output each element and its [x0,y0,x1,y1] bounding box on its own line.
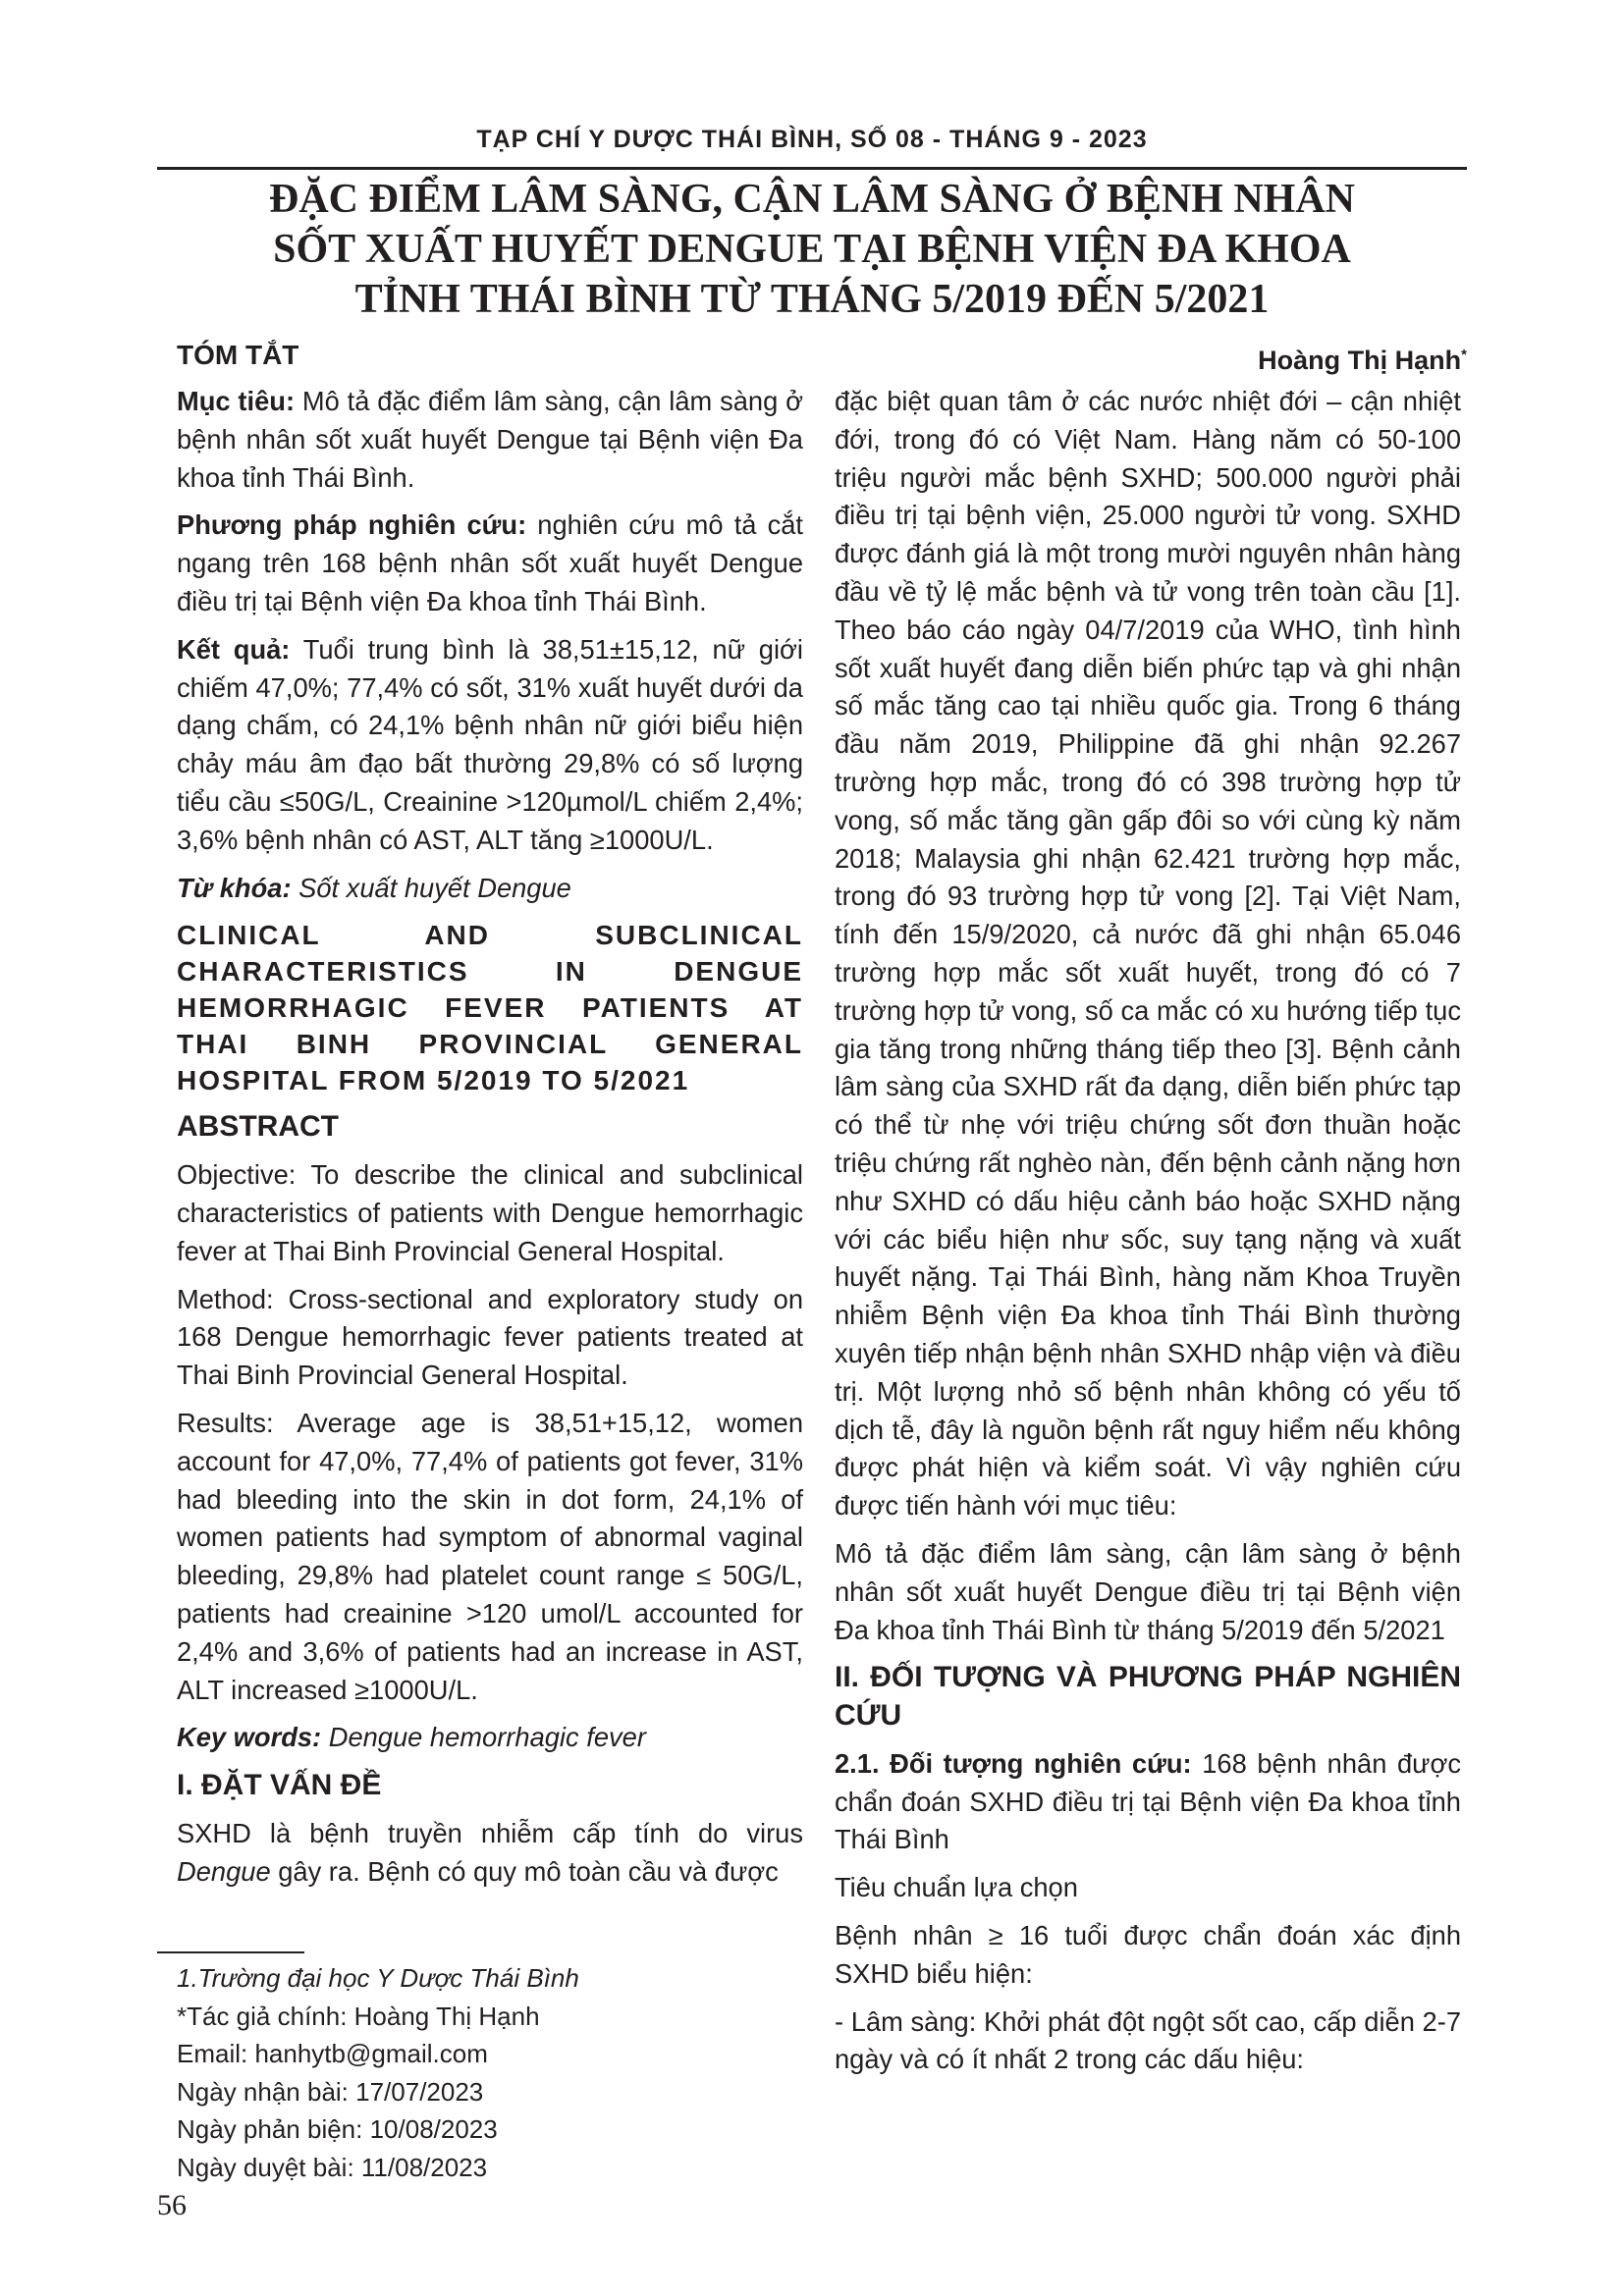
tomtat-heading: TÓM TẮT [177,340,299,370]
left-column [177,383,803,1901]
author-name [1258,337,1467,379]
objective-label: Mục tiêu: [177,386,296,416]
footnote-affiliation: 1.Trường đại học Y Dược Thái Bình [177,1963,579,1993]
footnote-received: Ngày nhận bài: 17/07/2023 [177,2076,484,2107]
footnote-author: *Tác giả chính: Hoàng Thị Hạnh [177,2001,540,2031]
footnotes [177,1959,785,2186]
article-title [157,175,1467,325]
results-text: Tuổi trung bình là 38,51±15,12, nữ giới chiếm 47,0%; 77,4% có sốt, 31% xuất huyết dưới da dạng chấm, có 24,1% bệnh nhân nữ giới biểu hiện chảy máu âm đạo bất thường 29,8% có số lượng tiểu cầu ≤50G/L, Creainine >120µmol/L chiếm 2,4%; 3,6% bệnh nhân có AST, ALT tăng ≥1000U/L. [177,633,803,855]
title-line: TỈNH THÁI BÌNH TỪ THÁNG 5/2019 ĐẾN 5/2021 [354,277,1270,322]
keywords-label: Từ khóa: [177,872,292,903]
method-label: Phương pháp nghiên cứu: [177,509,527,541]
method-text: nghiên cứu mô tả cắt ngang trên 168 bệnh nhân sốt xuất huyết Dengue điều trị tại Bệnh viện Đa khoa tỉnh Thái Bình. [177,509,803,616]
abstract-en-objective: Objective: To describe the clinical and subclinical characteristics of patients with Dengue hemorrhagic fever at Thai Binh Provincial General Hospital. [177,1159,803,1266]
en-keywords-label: Key words: [177,1722,322,1753]
abstract-results [177,631,803,860]
section-2-1 [835,1745,1461,1859]
subsection-label: 2.1. Đối tượng nghiên cứu: [835,1747,1192,1779]
abstract-en-keywords [177,1719,803,1757]
footnote-rule [157,1951,304,1953]
subsection-text: 168 bệnh nhân được chẩn đoán SXHD điều trị tại Bệnh viện Đa khoa tỉnh Thái Bình [835,1747,1461,1855]
objective-text: Mô tả đặc điểm lâm sàng, cận lâm sàng ở bệnh nhân sốt xuất huyết Dengue tại Bệnh viện Đa khoa tỉnh Thái Bình. [177,386,803,493]
section-1-heading: I. ĐẶT VẤN ĐỀ [177,1769,382,1802]
page-number: 56 [157,2189,187,2221]
abstract-en-heading: ABSTRACT [177,1110,339,1144]
abstract-method [177,507,803,620]
abstract-objective [177,383,803,497]
abstract-en-method: Method: Cross-sectional and exploratory study on 168 Dengue hemorrhagic fever patients treated at Thai Binh Provincial General Hospital. [177,1283,803,1391]
author-mark: * [1461,347,1467,363]
section-1-paragraph-cont: đặc biệt quan tâm ở các nước nhiệt đới – cận nhiệt đới, trong đó có Việt Nam. Hàng năm có 50-100 triệu người mắc bệnh SXHD; 500.000 người phải điều trị tại bệnh viện, 25.000 người tử vong. SXHD được đánh giá là một trong mười nguyên nhân hàng đầu về tỷ lệ mắc bệnh và tử vong trên toàn cầu [1]. Theo báo cáo ngày 04/7/2019 của WHO, tình hình sốt xuất huyết đang diễn biến phức tạp và ghi nhận số mắc tăng cao tại nhiều quốc gia. Trong 6 tháng đầu năm 2019, Philippine đã ghi nhận 92.267 trường hợp mắc, trong đó có 398 trường hợp tử vong, số mắc tăng gần gấp đôi so với cùng kỳ năm 2018; Malaysia ghi nhận 62.421 trường hợp mắc, trong đó 93 trường hợp tử vong [2]. Tại Việt Nam, tính đến 15/9/2020, cả nước đã ghi nhận 65.046 trường hợp mắc sốt xuất huyết, trong đó có 7 trường hợp tử vong, số ca mắc có xu hướng tiếp tục gia tăng trong những tháng tiếp theo [3]. Bệnh cảnh lâm sàng của SXHD rất đa dạng, diễn biến phức tạp có thể từ nhẹ với triệu chứng sốt đơn thuần hoặc triệu chứng rất nghèo nàn, đến bệnh cảnh nặng hơn như SXHD có dấu hiệu cảnh báo hoặc SXHD nặng với các biểu hiện như sốc, suy tạng nặng và xuất huyết nặng. Tại Thái Bình, hàng năm Khoa Truyền nhiễm Bệnh viện Đa khoa tỉnh Thái Bình thường xuyên tiếp nhận bệnh nhân SXHD nhập viện và điều trị. Một lượng nhỏ số bệnh nhân không có yếu tố dịch tễ, đây là nguồn bệnh rất nguy hiểm nếu không được phát hiện và kiểm soát. Vì vậy nghiên cứu được tiến hành với mục tiêu: [835,386,1461,1522]
age-criteria: Bệnh nhân ≥ 16 tuổi được chẩn đoán xác định SXHD biểu hiện: [835,1920,1461,1989]
footnote-accepted: Ngày duyệt bài: 11/08/2023 [177,2152,488,2182]
footnote-email: Email: hanhytb@gmail.com [177,2039,488,2068]
section-1-objective: Mô tả đặc điểm lâm sàng, cận lâm sàng ở bệnh nhân sốt xuất huyết Dengue điều trị tại Bệnh viện Đa khoa tỉnh Thái Bình từ tháng 5/2019 đến 5/2021 [835,1537,1461,1645]
journal-header: TẠP CHÍ Y DƯỢC THÁI BÌNH, SỐ 08 - THÁNG 9 - 2023 [476,126,1148,153]
footnote-reviewed: Ngày phản biện: 10/08/2023 [177,2114,498,2144]
abstract-keywords [177,870,803,908]
right-column [835,383,1461,2089]
intro-dengue: Dengue [177,1855,271,1887]
section-1-paragraph-start [177,1815,803,1892]
intro-text-a: SXHD là bệnh truyền nhiễm cấp tính do virus [177,1817,803,1848]
selection-criteria: Tiêu chuẩn lựa chọn [835,1872,1078,1903]
title-line: ĐẶC ĐIỂM LÂM SÀNG, CẬN LÂM SÀNG Ở BỆNH NHÂN [268,177,1356,222]
header-rule [157,167,1467,170]
title-line: SỐT XUẤT HUYẾT DENGUE TẠI BỆNH VIỆN ĐA KHOA [273,227,1351,272]
author-text: Hoàng Thị Hạnh [1258,346,1462,375]
abstract-en-results: Results: Average age is 38,51+15,12, women account for 47,0%, 77,4% of patients got fever, 31% had bleeding into the skin in dot form, 24,1% of women patients had symptom of abnormal vaginal bleeding, 29,8% had platelet count range ≤ 50G/L, patients had creainine >120 umol/L accounted for 2,4% and 3,6% of patients had an increase in AST, ALT increased ≥1000U/L. [177,1407,803,1705]
english-title: CLINICAL AND SUBCLINICAL CHARACTERISTICS IN DENGUE HEMORRHAGIC FEVER PATIENTS AT THAI BINH PROVINCIAL GENERAL HOSPITAL FROM 5/2019 TO 5/2021 [177,920,803,1096]
intro-text-c: gây ra. Bệnh có quy mô toàn cầu và được [270,1855,779,1887]
section-2-heading: II. ĐỐI TƯỢNG VÀ PHƯƠNG PHÁP NGHIÊN CỨU [835,1661,1461,1733]
keywords-text: Sốt xuất huyết Dengue [291,872,571,903]
results-label: Kết quả: [177,633,291,665]
clinical-criteria: - Lâm sàng: Khởi phát đột ngột sốt cao, cấp diễn 2-7 ngày và có ít nhất 2 trong các dấu hiệu: [835,2005,1461,2075]
en-keywords-text: Dengue hemorrhagic fever [321,1722,646,1753]
